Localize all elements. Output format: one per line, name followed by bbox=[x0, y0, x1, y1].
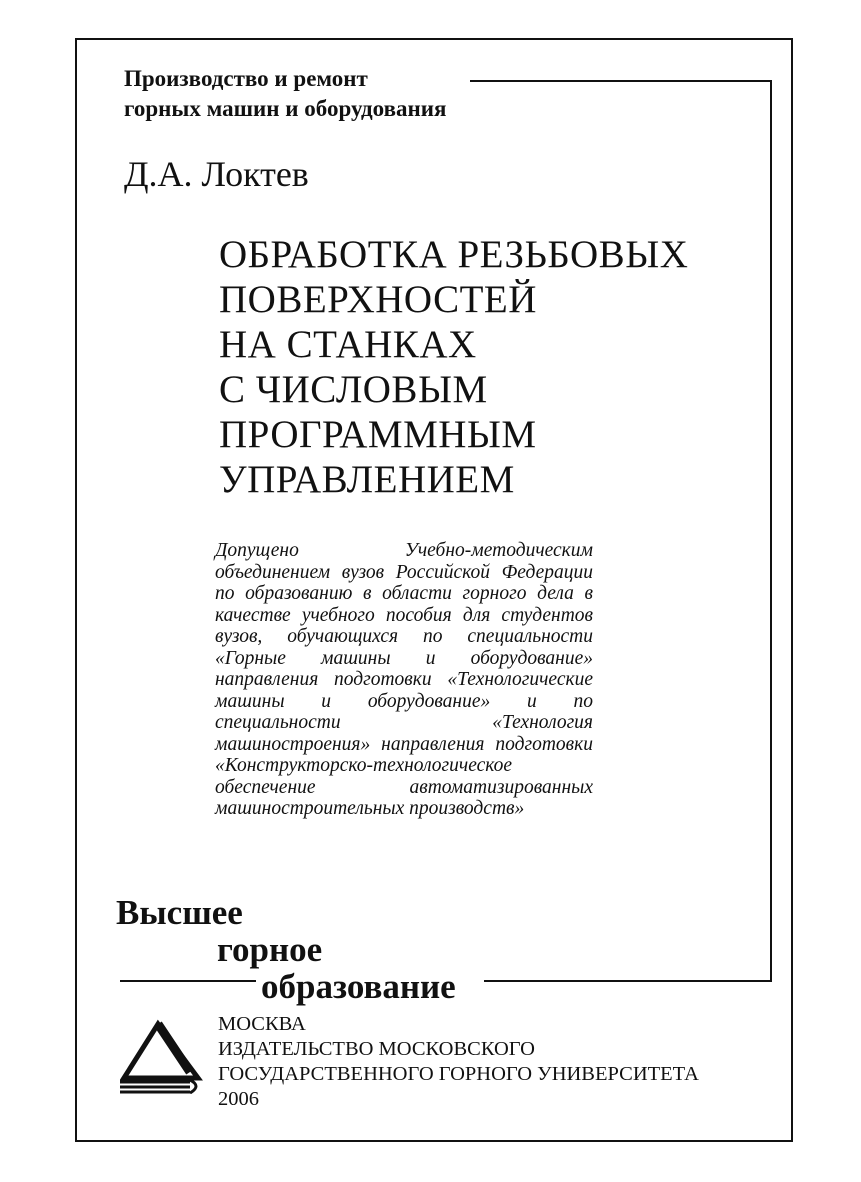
book-title-line-4: С ЧИСЛОВЫМ bbox=[219, 368, 488, 411]
collection-title-line-2: горное bbox=[217, 930, 323, 969]
book-title-line-3: НА СТАНКАХ bbox=[219, 323, 477, 366]
approval-statement: Допущено Учебно-методическим объединением вузов Российской Федерации по образованию в области горного дела в качестве учебного пособия для студентов вузов, обучающихся по специальности «Горные машины и оборудование» направления подготовки «Технологические машины и оборудование» и по специальности «Технология машиностроения» направления подготовки «Конструкторско-технологическое обеспечение автоматизированных машиностроительных производств» bbox=[215, 540, 593, 819]
book-title bbox=[219, 232, 688, 502]
book-title-line-6: УПРАВЛЕНИЕМ bbox=[219, 458, 515, 501]
collection-title-line-3: образование bbox=[261, 967, 456, 1006]
publisher-city: МОСКВА bbox=[218, 1013, 306, 1035]
book-title-line-1: ОБРАБОТКА РЕЗЬБОВЫХ bbox=[219, 233, 689, 276]
series-title bbox=[124, 64, 446, 124]
right-bracket-rule bbox=[770, 80, 772, 982]
collection-rule-right bbox=[484, 980, 772, 982]
publisher-block bbox=[218, 1012, 699, 1112]
series-rule bbox=[470, 80, 772, 82]
publisher-name-line-1: ИЗДАТЕЛЬСТВО МОСКОВСКОГО bbox=[218, 1038, 535, 1060]
book-title-line-2: ПОВЕРХНОСТЕЙ bbox=[219, 278, 537, 321]
author-name: Д.А. Локтев bbox=[124, 154, 309, 194]
publisher-name-line-2: ГОСУДАРСТВЕННОГО ГОРНОГО УНИВЕРСИТЕТА bbox=[218, 1063, 699, 1085]
publication-year: 2006 bbox=[218, 1088, 259, 1110]
collection-title-line-1: Высшее bbox=[116, 893, 243, 932]
series-title-line-2: горных машин и оборудования bbox=[124, 96, 447, 121]
book-title-line-5: ПРОГРАММНЫМ bbox=[219, 413, 537, 456]
publisher-logo-icon bbox=[120, 1018, 206, 1094]
series-title-line-1: Производство и ремонт bbox=[124, 66, 368, 91]
collection-title bbox=[116, 894, 456, 1005]
